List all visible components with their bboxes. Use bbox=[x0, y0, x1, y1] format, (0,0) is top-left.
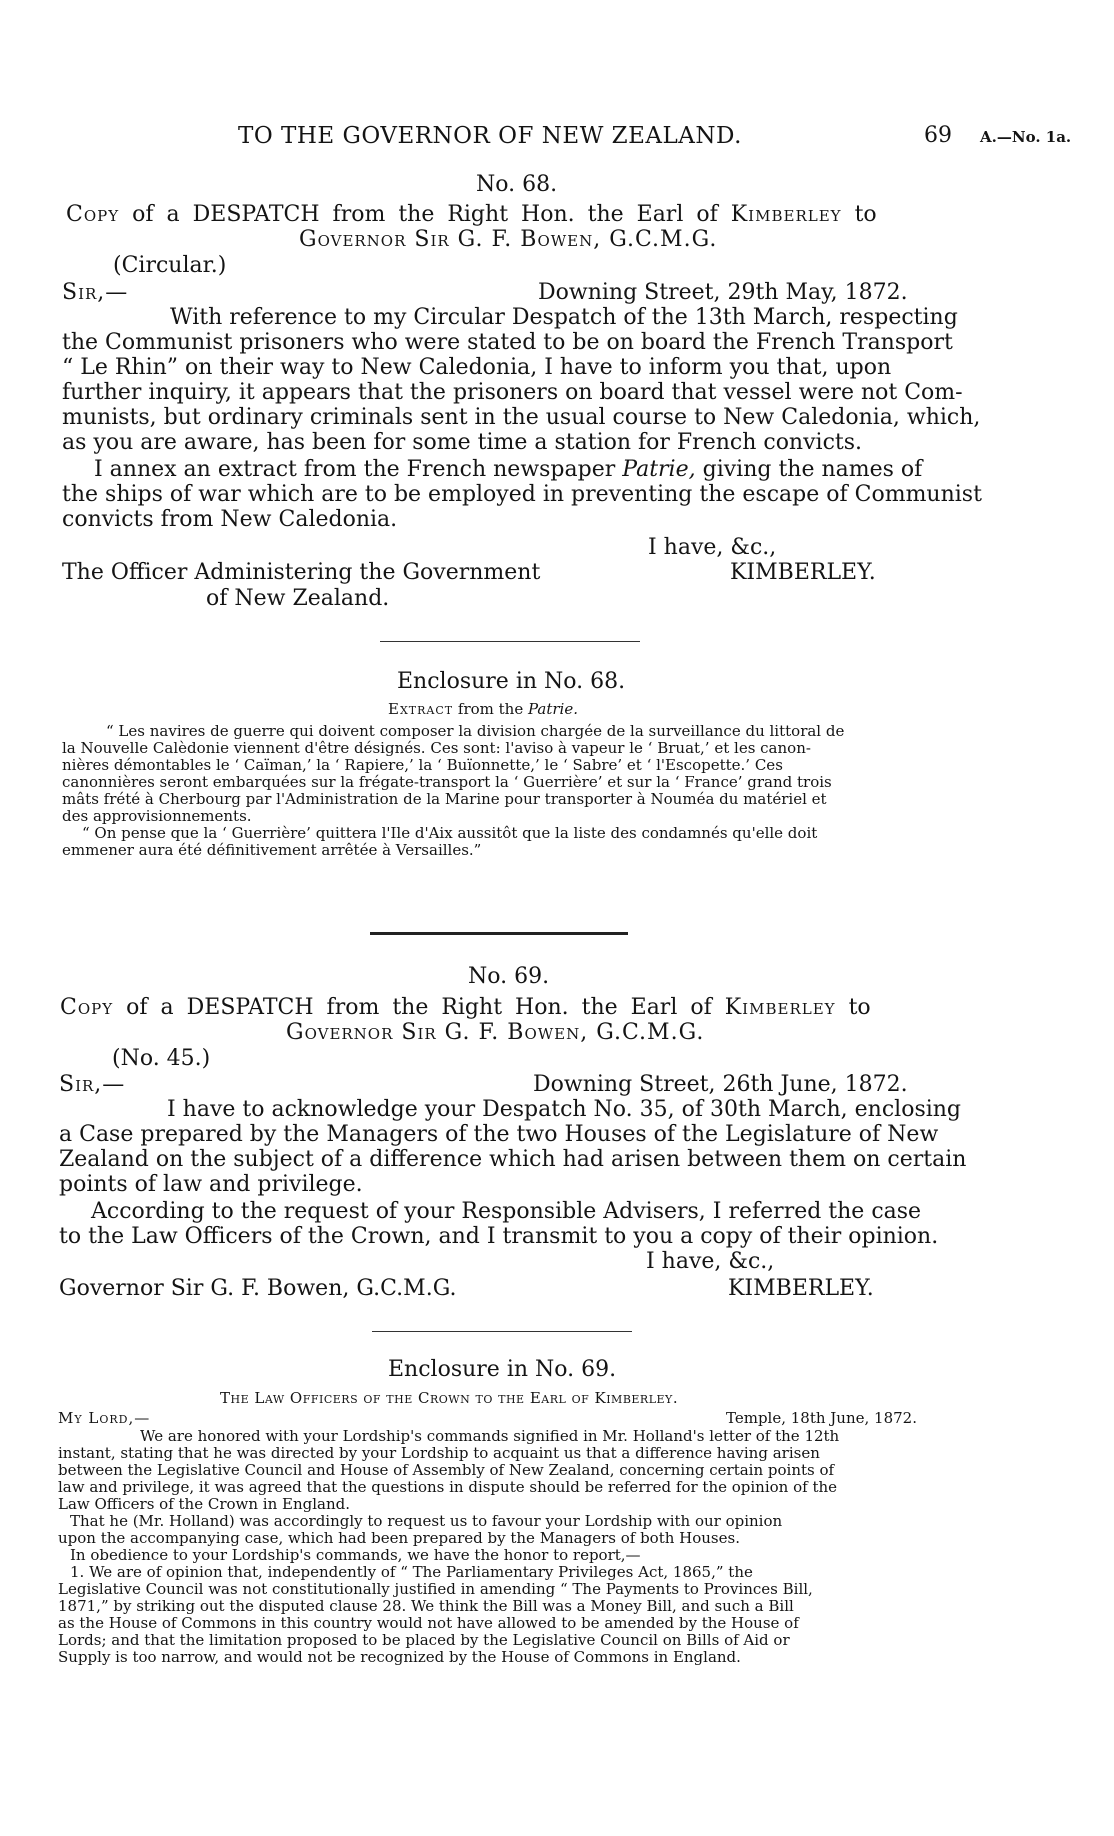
enclosure-68-subtitle bbox=[388, 701, 578, 718]
enclosure-69-title: Enclosure in No. 69. bbox=[388, 1357, 617, 1382]
opinion-line: instant, stating that he was directed by your Lordship to acquaint us that a difference having arisen bbox=[58, 1444, 820, 1462]
body-line: I have to acknowledge your Despatch No. 35, of 30th March, enclosing bbox=[167, 1097, 962, 1122]
earl-name: Kimberley bbox=[730, 202, 842, 227]
french-line: des approvisionnements. bbox=[62, 807, 252, 825]
despatch-68-salutation: Sir,— bbox=[62, 280, 129, 305]
body-line: to the Law Officers of the Crown, and I transmit to you a copy of their opinion. bbox=[59, 1224, 939, 1249]
copy-word: Copy bbox=[60, 995, 114, 1020]
text-run: I annex an extract from the French newspaper bbox=[94, 457, 616, 482]
text-run: giving the names of bbox=[702, 457, 923, 482]
opinion-line: Legislative Council was not constitutionally justified in amending “ The Payments to Provinces Bill, bbox=[58, 1580, 813, 1598]
despatch-69-heading bbox=[60, 996, 871, 1020]
opinion-line: We are honored with your Lordship's commands signified in Mr. Holland's letter of the 12th bbox=[140, 1427, 840, 1445]
opinion-line: Lords; and that the limitation proposed to be placed by the Legislative Council on Bills of Aid or bbox=[58, 1631, 790, 1649]
french-line: la Nouvelle Calèdonie viennent d'être désignés. Ces sont: l'aviso à vapeur le ‘ Bruat,’ et les canon- bbox=[62, 739, 811, 757]
french-line: mâts frété à Cherbourg par l'Administration de la Marine pour transporter à Nouméa du matériel et bbox=[62, 790, 827, 808]
page-number: 69 bbox=[924, 123, 952, 148]
opinion-line: Law Officers of the Crown in England. bbox=[58, 1495, 351, 1513]
french-line: “ Les navires de guerre qui doivent composer la division chargée de la surveillance du littoral de bbox=[106, 722, 845, 740]
despatch-68-addressee-2: of New Zealand. bbox=[206, 586, 390, 611]
opinion-line: In obedience to your Lordship's commands, we have the honor to report,— bbox=[70, 1546, 641, 1564]
newspaper-name: Patrie, bbox=[622, 457, 696, 482]
despatch-68-heading bbox=[66, 203, 877, 227]
body-line bbox=[94, 458, 922, 482]
opinion-line: That he (Mr. Holland) was accordingly to request us to favour your Lordship with our opinion bbox=[70, 1512, 783, 1530]
body-line: munists, but ordinary criminals sent in the usual course to New Caledonia, which, bbox=[62, 405, 981, 430]
despatch-68-marker: (Circular.) bbox=[113, 253, 227, 278]
despatch-68-number: No. 68. bbox=[476, 172, 558, 197]
body-line: With reference to my Circular Despatch of the 13th March, respecting bbox=[170, 305, 958, 330]
despatch-68-date: Downing Street, 29th May, 1872. bbox=[538, 280, 908, 305]
despatch-69-number: No. 69. bbox=[468, 964, 550, 989]
body-line: According to the request of your Responsible Advisers, I referred the case bbox=[91, 1199, 922, 1224]
despatch-69-addressee: Governor Sir G. F. Bowen, G.C.M.G. bbox=[59, 1276, 457, 1301]
body-line: “ Le Rhin” on their way to New Caledonia, I have to inform you that, upon bbox=[62, 355, 892, 380]
despatch-68-addressee-1: The Officer Administering the Government bbox=[62, 560, 541, 585]
opinion-line: upon the accompanying case, which had been prepared by the Managers of both Houses. bbox=[58, 1529, 740, 1547]
heading-to: to bbox=[848, 995, 871, 1020]
extract-source: Patrie. bbox=[527, 700, 578, 718]
despatch-69-signature: KIMBERLEY. bbox=[728, 1276, 874, 1301]
french-line: canonnières seront embarquées sur la frégate-transport la ‘ Guerrière’ et sur la ‘ France’ grand trois bbox=[62, 773, 832, 791]
despatch-68-governor: Governor Sir G. F. Bowen, G.C.M.G. bbox=[299, 227, 718, 252]
opinion-line: 1. We are of opinion that, independently of “ The Parliamentary Privileges Act, 1865,” the bbox=[70, 1563, 753, 1581]
despatch-69-marker: (No. 45.) bbox=[112, 1046, 211, 1071]
opinion-line: as the House of Commons in this country would not have allowed to be amended by the House of bbox=[58, 1614, 799, 1632]
despatch-68-signature: KIMBERLEY. bbox=[730, 560, 876, 585]
despatch-68-closing: I have, &c., bbox=[648, 535, 777, 560]
despatch-69-salutation: Sir,— bbox=[59, 1072, 126, 1097]
body-line: convicts from New Caledonia. bbox=[62, 507, 398, 532]
french-line: nières démontables le ‘ Caïman,’ la ‘ Rapiere,’ la ‘ Buïonnette,’ le ‘ Sabre’ et ‘ l'Escopette.’ Ces bbox=[62, 756, 783, 774]
heading-text: of a DESPATCH from the Right Hon. the Earl of bbox=[126, 995, 712, 1020]
running-title: TO THE GOVERNOR OF NEW ZEALAND. bbox=[238, 123, 742, 149]
opinion-line: between the Legislative Council and House of Assembly of New Zealand, concerning certain points of bbox=[58, 1461, 835, 1479]
opinion-line: 1871,” by striking out the disputed clause 28. We think the Bill was a Money Bill, and such a Bill bbox=[58, 1597, 794, 1615]
extract-word: Extract bbox=[388, 700, 454, 718]
body-line: as you are aware, has been for some time a station for French convicts. bbox=[62, 430, 863, 455]
earl-name: Kimberley bbox=[724, 995, 836, 1020]
body-line: Zealand on the subject of a difference which had arisen between them on certain bbox=[59, 1147, 967, 1172]
heading-text: of a DESPATCH from the Right Hon. the Earl of bbox=[132, 202, 718, 227]
french-line: “ On pense que la ‘ Guerrière’ quittera l'Ile d'Aix aussitôt que la liste des condamnés qu'elle doit bbox=[82, 824, 818, 842]
body-line: the ships of war which are to be employed in preventing the escape of Communist bbox=[62, 482, 982, 507]
extract-text: from the bbox=[457, 700, 524, 718]
heading-to: to bbox=[854, 202, 877, 227]
despatch-69-date: Downing Street, 26th June, 1872. bbox=[533, 1072, 908, 1097]
enclosure-69-subtitle: The Law Officers of the Crown to the Earl of Kimberley. bbox=[220, 1389, 679, 1407]
copy-word: Copy bbox=[66, 202, 120, 227]
french-line: emmener aura été définitivement arrêtée à Versailles.” bbox=[62, 841, 482, 859]
despatch-69-closing: I have, &c., bbox=[646, 1249, 775, 1274]
section-divider bbox=[372, 1331, 632, 1332]
enclosure-68-title: Enclosure in No. 68. bbox=[397, 669, 626, 694]
section-divider-thick bbox=[370, 932, 628, 935]
section-divider bbox=[380, 641, 640, 642]
body-line: a Case prepared by the Managers of the two Houses of the Legislature of New bbox=[59, 1122, 939, 1147]
enclosure-69-date: Temple, 18th June, 1872. bbox=[726, 1409, 917, 1427]
opinion-line: Supply is too narrow, and would not be recognized by the House of Commons in England. bbox=[58, 1648, 741, 1666]
despatch-69-governor: Governor Sir G. F. Bowen, G.C.M.G. bbox=[286, 1020, 705, 1045]
body-line: points of law and privilege. bbox=[59, 1172, 363, 1197]
body-line: further inquiry, it appears that the prisoners on board that vessel were not Com- bbox=[62, 380, 963, 405]
body-line: the Communist prisoners who were stated to be on board the French Transport bbox=[62, 330, 953, 355]
opinion-line: law and privilege, it was agreed that the questions in dispute should be referred for the opinion of the bbox=[58, 1478, 838, 1496]
enclosure-69-salutation: My Lord,— bbox=[58, 1409, 151, 1427]
document-reference: A.—No. 1a. bbox=[980, 128, 1072, 146]
